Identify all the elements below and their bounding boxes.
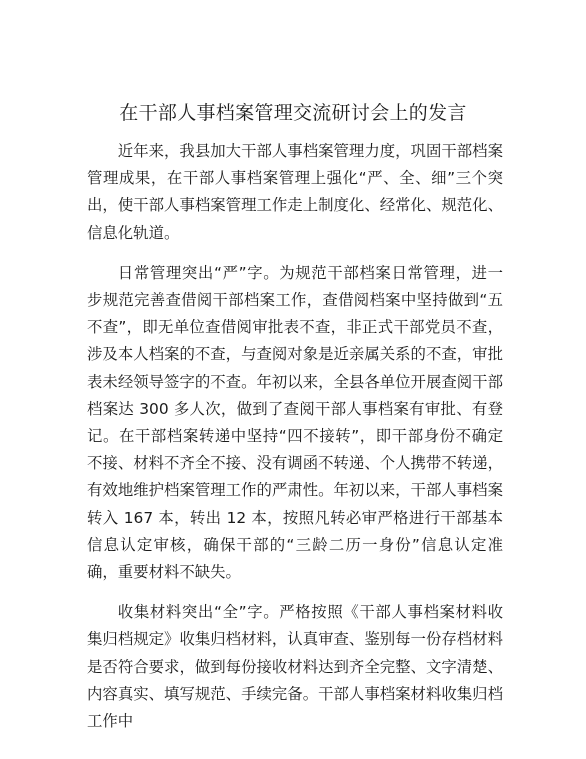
paragraph-material-collection: 收集材料突出“全”字。严格按照《干部人事档案材料收集归档规定》收集归档材料，认真审查、鉴别每一份存档材料是否符合要求，做到每份接收材料达到齐全完整、文字清楚、内容真实、填写规范、手续完备。干部人事档案材料收集归档工作中 <box>87 603 503 731</box>
document-title: 在干部人事档案管理交流研讨会上的发言 <box>119 102 467 124</box>
paragraph-daily-management: 日常管理突出“严”字。为规范干部档案日常管理，进一步规范完善查借阅干部档案工作，查借阅档案中坚持做到“五不查”，即无单位查借阅审批表不查，非正式干部党员不查，涉及本人档案的不查，与查阅对象是近亲属关系的不查，审批表未经领导签字的不查。年初以来，全县各单位开展查阅干部档案达 300 多人次，做到了查阅干部人事档案有审批、有登记。在干部档案转递中坚持“四不接转”，即干部身份不确定不接、材料不齐全不接、没有调函不转递、个人携带不转递，有效地维护档案管理工作的严肃性。年初以来，干部人事档案转入 167 本，转出 12 本，按照凡转必审严格进行干部基本信息认定审核，确保干部的“三龄二历一身份”信息认定准确，重要材料不缺失。 <box>87 263 503 582</box>
paragraph-intro: 近年来，我县加大干部人事档案管理力度，巩固干部档案管理成果，在干部人事档案管理上强化“严、全、细”三个突出，使干部人事档案管理工作走上制度化、经常化、规范化、信息化轨道。 <box>87 142 503 242</box>
document-body <box>87 138 503 748</box>
